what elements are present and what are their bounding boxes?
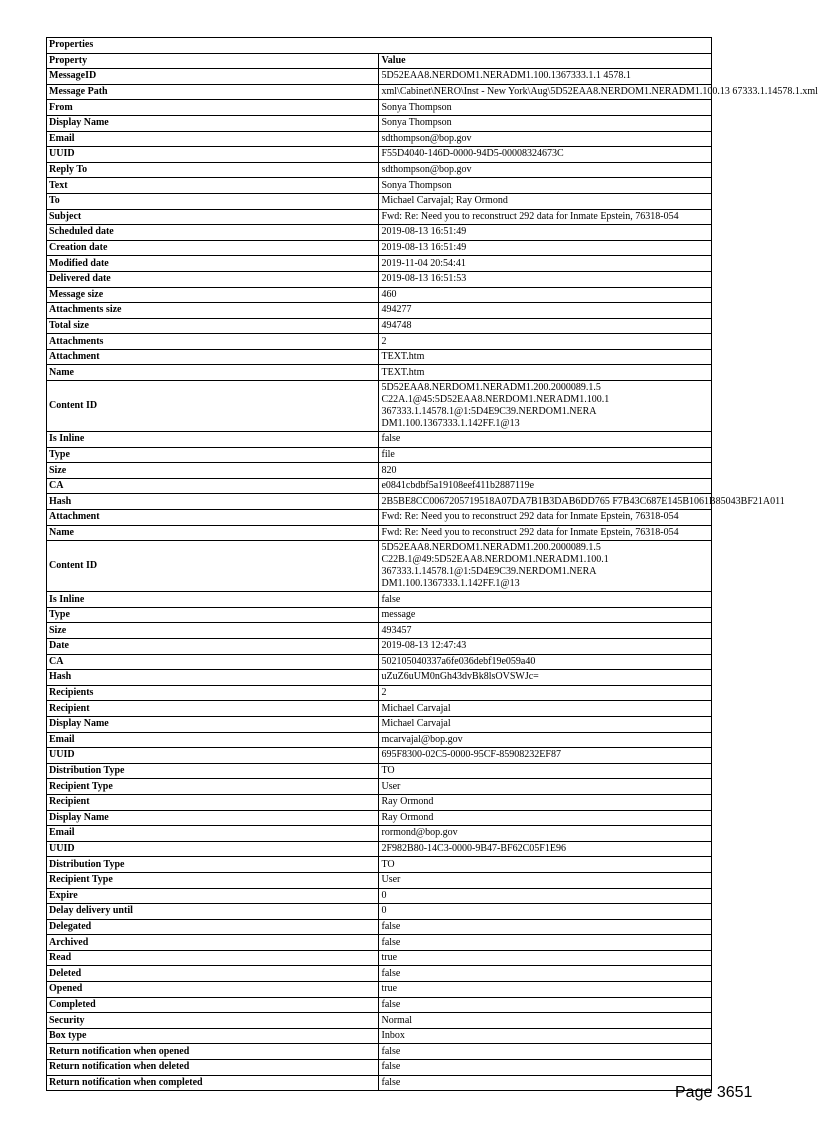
table-row [47, 69, 712, 85]
table-row [47, 888, 712, 904]
property-value: 2019-11-04 20:54:41 [379, 256, 712, 272]
table-row [47, 1075, 712, 1091]
property-name: Distribution Type [47, 763, 379, 779]
property-value: 460 [379, 287, 712, 303]
table-row [47, 592, 712, 608]
property-value-line: C22B.1@49:5D52EAA8.NERDOM1.NERADM1.100.1 [381, 554, 609, 566]
property-name: UUID [47, 841, 379, 857]
properties-table [46, 37, 818, 1091]
property-name: Hash [47, 670, 379, 686]
table-row [47, 810, 712, 826]
property-value: false [379, 432, 712, 448]
property-value: TO [379, 857, 712, 873]
table-row [47, 162, 712, 178]
property-name: Attachments [47, 334, 379, 350]
table-row [47, 919, 712, 935]
property-name: Email [47, 732, 379, 748]
table-row [47, 100, 712, 116]
property-value: Ray Ormond [379, 794, 712, 810]
property-value: Fwd: Re: Need you to reconstruct 292 data for Inmate Epstein, 76318-054 [379, 209, 712, 225]
table-row [47, 271, 712, 287]
property-value: 820 [379, 463, 712, 479]
property-name: Security [47, 1013, 379, 1029]
table-row [47, 432, 712, 448]
property-name: Subject [47, 209, 379, 225]
property-value: uZuZ6uUM0nGh43dvBk8lsOVSWJc= [379, 670, 712, 686]
property-value: 2 [379, 334, 712, 350]
property-value: Fwd: Re: Need you to reconstruct 292 data for Inmate Epstein, 76318-054 [379, 525, 712, 541]
table-row [47, 794, 712, 810]
property-value: TEXT.htm [379, 365, 712, 381]
table-row [47, 209, 712, 225]
table-row [47, 478, 712, 494]
property-value: 2019-08-13 12:47:43 [379, 639, 712, 655]
property-value: 2019-08-13 16:51:53 [379, 271, 712, 287]
property-name: Email [47, 826, 379, 842]
table-row [47, 732, 712, 748]
property-name: Recipient [47, 794, 379, 810]
table-row [47, 841, 712, 857]
property-value: 2F982B80-14C3-0000-9B47-BF62C05F1E96 [379, 841, 712, 857]
property-name: Reply To [47, 162, 379, 178]
table-row [47, 685, 712, 701]
property-name: Size [47, 463, 379, 479]
table-row [47, 131, 712, 147]
property-name: Display Name [47, 716, 379, 732]
property-value [379, 381, 712, 432]
table-row [47, 857, 712, 873]
property-name: Distribution Type [47, 857, 379, 873]
property-value: 0 [379, 904, 712, 920]
table-row [47, 463, 712, 479]
table-row [47, 966, 712, 982]
table-row [47, 349, 712, 365]
property-name: MessageID [47, 69, 379, 85]
property-name: Opened [47, 982, 379, 998]
table-row [47, 115, 712, 131]
property-value: Normal [379, 1013, 712, 1029]
property-name: Delay delivery until [47, 904, 379, 920]
property-name: Recipients [47, 685, 379, 701]
table-row [47, 950, 712, 966]
property-value: Ray Ormond [379, 810, 712, 826]
property-value: 2019-08-13 16:51:49 [379, 240, 712, 256]
table-row [47, 670, 712, 686]
property-name: Size [47, 623, 379, 639]
property-name: Expire [47, 888, 379, 904]
page-number: Page 3651 [675, 1084, 753, 1101]
table-row [47, 748, 712, 764]
table-row [47, 607, 712, 623]
property-value: Michael Carvajal [379, 701, 712, 717]
properties-table-body [47, 38, 818, 1091]
table-row [47, 334, 712, 350]
property-name: Name [47, 525, 379, 541]
property-value: F55D4040-146D-0000-94D5-00008324673C [379, 147, 712, 163]
property-name: Box type [47, 1028, 379, 1044]
table-row [47, 826, 712, 842]
property-name: Read [47, 950, 379, 966]
property-value: 695F8300-02C5-0000-95CF-85908232EF87 [379, 748, 712, 764]
property-value: false [379, 935, 712, 951]
property-value: false [379, 1060, 712, 1076]
table-row [47, 381, 712, 432]
property-name: Text [47, 178, 379, 194]
property-value: 494277 [379, 303, 712, 319]
property-value-line: 367333.1.14578.1@1:5D4E9C39.NERDOM1.NERA DM1.100.1367333.1.142FF.1@13 [381, 406, 596, 430]
table-title: Properties [47, 38, 712, 54]
property-value: Michael Carvajal [379, 716, 712, 732]
table-row [47, 935, 712, 951]
table-row [47, 525, 712, 541]
table-row [47, 84, 712, 100]
property-value: true [379, 982, 712, 998]
property-name: UUID [47, 748, 379, 764]
table-row [47, 639, 712, 655]
property-name: Attachments size [47, 303, 379, 319]
property-name: Modified date [47, 256, 379, 272]
property-name: To [47, 193, 379, 209]
property-name: Type [47, 607, 379, 623]
property-name: Delegated [47, 919, 379, 935]
property-name: Type [47, 447, 379, 463]
property-value: sdthompson@bop.gov [379, 162, 712, 178]
property-name: Hash [47, 494, 379, 510]
property-name: Attachment [47, 510, 379, 526]
table-row [47, 982, 712, 998]
table-row [47, 256, 712, 272]
property-name: Content ID [47, 381, 379, 432]
property-name: Recipient Type [47, 779, 379, 795]
table-row [47, 1044, 712, 1060]
property-name: Recipient Type [47, 872, 379, 888]
property-name: Message Path [47, 84, 379, 100]
table-row [47, 318, 712, 334]
table-row [47, 240, 712, 256]
property-value: false [379, 919, 712, 935]
property-name: From [47, 100, 379, 116]
property-value: User [379, 872, 712, 888]
property-name: Attachment [47, 349, 379, 365]
table-row [47, 701, 712, 717]
table-row [47, 365, 712, 381]
property-name: Deleted [47, 966, 379, 982]
table-row [47, 1060, 712, 1076]
table-row [47, 447, 712, 463]
property-value: Sonya Thompson [379, 100, 712, 116]
property-name: Content ID [47, 541, 379, 592]
property-name: Return notification when opened [47, 1044, 379, 1060]
property-value: 2 [379, 685, 712, 701]
table-row [47, 193, 712, 209]
table-row [47, 716, 712, 732]
property-name: Completed [47, 997, 379, 1013]
property-name: CA [47, 654, 379, 670]
property-value-line: 367333.1.14578.1@1:5D4E9C39.NERDOM1.NERA DM1.100.1367333.1.142FF.1@13 [381, 566, 596, 590]
table-row [47, 997, 712, 1013]
property-name: Message size [47, 287, 379, 303]
property-value: Fwd: Re: Need you to reconstruct 292 data for Inmate Epstein, 76318-054 [379, 510, 712, 526]
property-value: file [379, 447, 712, 463]
property-value-line: C22A.1@45:5D52EAA8.NERDOM1.NERADM1.100.1 [381, 394, 610, 406]
property-name: Recipient [47, 701, 379, 717]
property-name: Display Name [47, 810, 379, 826]
property-value: false [379, 1075, 712, 1091]
property-value: rormond@bop.gov [379, 826, 712, 842]
table-row [47, 225, 712, 241]
table-row [47, 178, 712, 194]
table-row [47, 1028, 712, 1044]
header-property: Property [47, 53, 379, 69]
property-name: Display Name [47, 115, 379, 131]
table-row [47, 763, 712, 779]
property-value: TEXT.htm [379, 349, 712, 365]
table-row [47, 541, 712, 592]
table-row [47, 494, 712, 510]
property-value: 502105040337a6fe036debf19e059a40 [379, 654, 712, 670]
property-name: UUID [47, 147, 379, 163]
table-row [47, 287, 712, 303]
table-title-row [47, 38, 712, 54]
property-value: 0 [379, 888, 712, 904]
table-row [47, 904, 712, 920]
property-value: Inbox [379, 1028, 712, 1044]
property-value: 2019-08-13 16:51:49 [379, 225, 712, 241]
table-row [47, 147, 712, 163]
table-row [47, 654, 712, 670]
property-value: 494748 [379, 318, 712, 334]
table-header-row [47, 53, 712, 69]
property-name: Return notification when completed [47, 1075, 379, 1091]
property-name: Email [47, 131, 379, 147]
property-value: sdthompson@bop.gov [379, 131, 712, 147]
table-row [47, 1013, 712, 1029]
property-name: Is Inline [47, 592, 379, 608]
property-name: Name [47, 365, 379, 381]
property-name: Archived [47, 935, 379, 951]
property-name: CA [47, 478, 379, 494]
property-value: User [379, 779, 712, 795]
property-name: Delivered date [47, 271, 379, 287]
property-name: Date [47, 639, 379, 655]
property-name: Is Inline [47, 432, 379, 448]
property-value: Sonya Thompson [379, 178, 712, 194]
table-row [47, 779, 712, 795]
table-row [47, 303, 712, 319]
property-value: 5D52EAA8.NERDOM1.NERADM1.100.1367333.1.1 4578.1 [379, 69, 712, 85]
table-row [47, 510, 712, 526]
property-value: TO [379, 763, 712, 779]
property-value-line: 5D52EAA8.NERDOM1.NERADM1.200.2000089.1.5 [381, 542, 601, 554]
property-value-line: 5D52EAA8.NERDOM1.NERADM1.200.2000089.1.5 [381, 382, 601, 394]
property-value [379, 541, 712, 592]
property-value: mcarvajal@bop.gov [379, 732, 712, 748]
property-value: true [379, 950, 712, 966]
property-value: false [379, 592, 712, 608]
property-name: Return notification when deleted [47, 1060, 379, 1076]
property-name: Scheduled date [47, 225, 379, 241]
property-value: 493457 [379, 623, 712, 639]
property-value: e0841cbdbf5a19108eef411b2887119e [379, 478, 712, 494]
property-value: message [379, 607, 712, 623]
table-row [47, 872, 712, 888]
table-row [47, 623, 712, 639]
property-value: 2B5BE8CC0067205719518A07DA7B1B3DAB6DD765 F7B43C687E145B1061B85043BF21A011 [379, 494, 712, 510]
property-value: Sonya Thompson [379, 115, 712, 131]
property-value: Michael Carvajal; Ray Ormond [379, 193, 712, 209]
property-value: false [379, 966, 712, 982]
property-name: Total size [47, 318, 379, 334]
property-value: xml\Cabinet\NERO\Inst - New York\Aug\5D52EAA8.NERDOM1.NERADM1.100.13 67333.1.14578.1.xml [379, 84, 712, 100]
property-value: false [379, 1044, 712, 1060]
property-name: Creation date [47, 240, 379, 256]
header-value: Value [379, 53, 712, 69]
property-value: false [379, 997, 712, 1013]
